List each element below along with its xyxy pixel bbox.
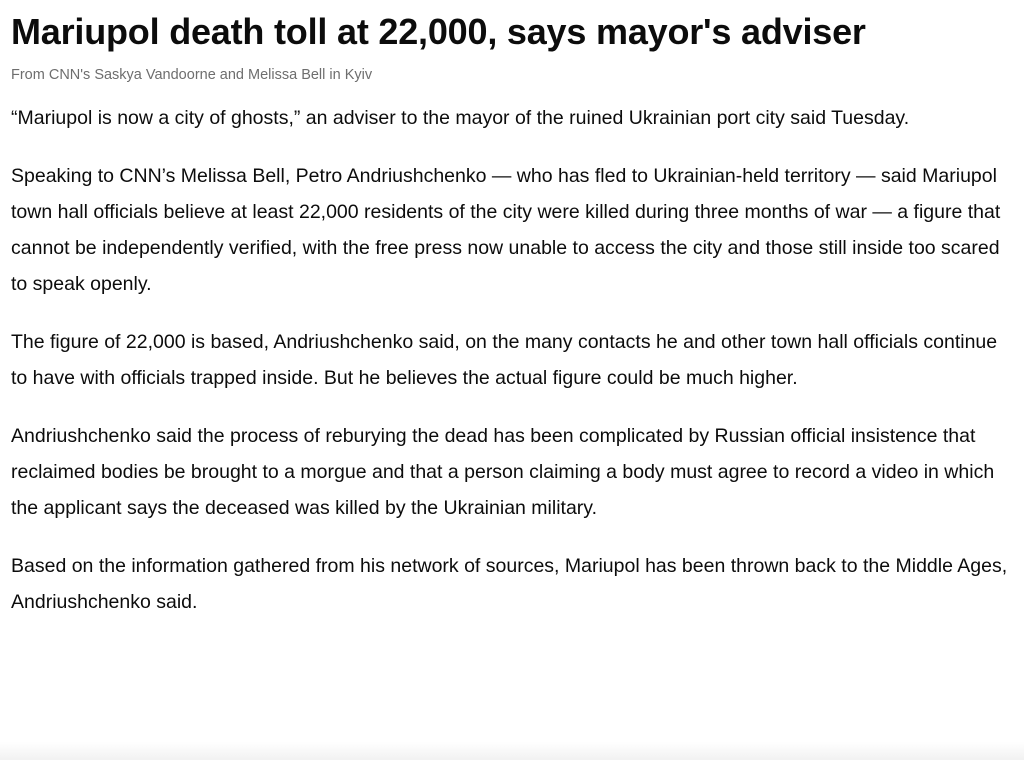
paragraph-3: The figure of 22,000 is based, Andriushchenko said, on the many contacts he and other town hall officials continue to have with officials trapped inside. But he believes the actual figure could be much higher. (11, 331, 998, 389)
article (11, 0, 1017, 620)
headline: Mariupol death toll at 22,000, says mayor's adviser (11, 11, 866, 52)
paragraph-4: Andriushchenko said the process of reburying the dead has been complicated by Russian official insistence that reclaimed bodies be brought to a morgue and that a person claiming a body must agree to record a video in which the applicant says the deceased was killed by the Ukrainian military. (11, 425, 995, 519)
bottom-edge-shadow (0, 742, 1024, 760)
paragraph-1: “Mariupol is now a city of ghosts,” an adviser to the mayor of the ruined Ukrainian port city said Tuesday. (11, 107, 910, 129)
byline: From CNN's Saskya Vandoorne and Melissa Bell in Kyiv (11, 67, 373, 83)
paragraph-5: Based on the information gathered from his network of sources, Mariupol has been thrown back to the Middle Ages, Andriushchenko said. (11, 555, 1008, 613)
paragraph-2: Speaking to CNN’s Melissa Bell, Petro Andriushchenko — who has fled to Ukrainian-held territory — said Mariupol town hall officials believe at least 22,000 residents of the city were killed during three months of war — a figure that cannot be independently verified, with the free press now unable to access the city and those still inside too scared to speak openly. (11, 165, 1001, 295)
